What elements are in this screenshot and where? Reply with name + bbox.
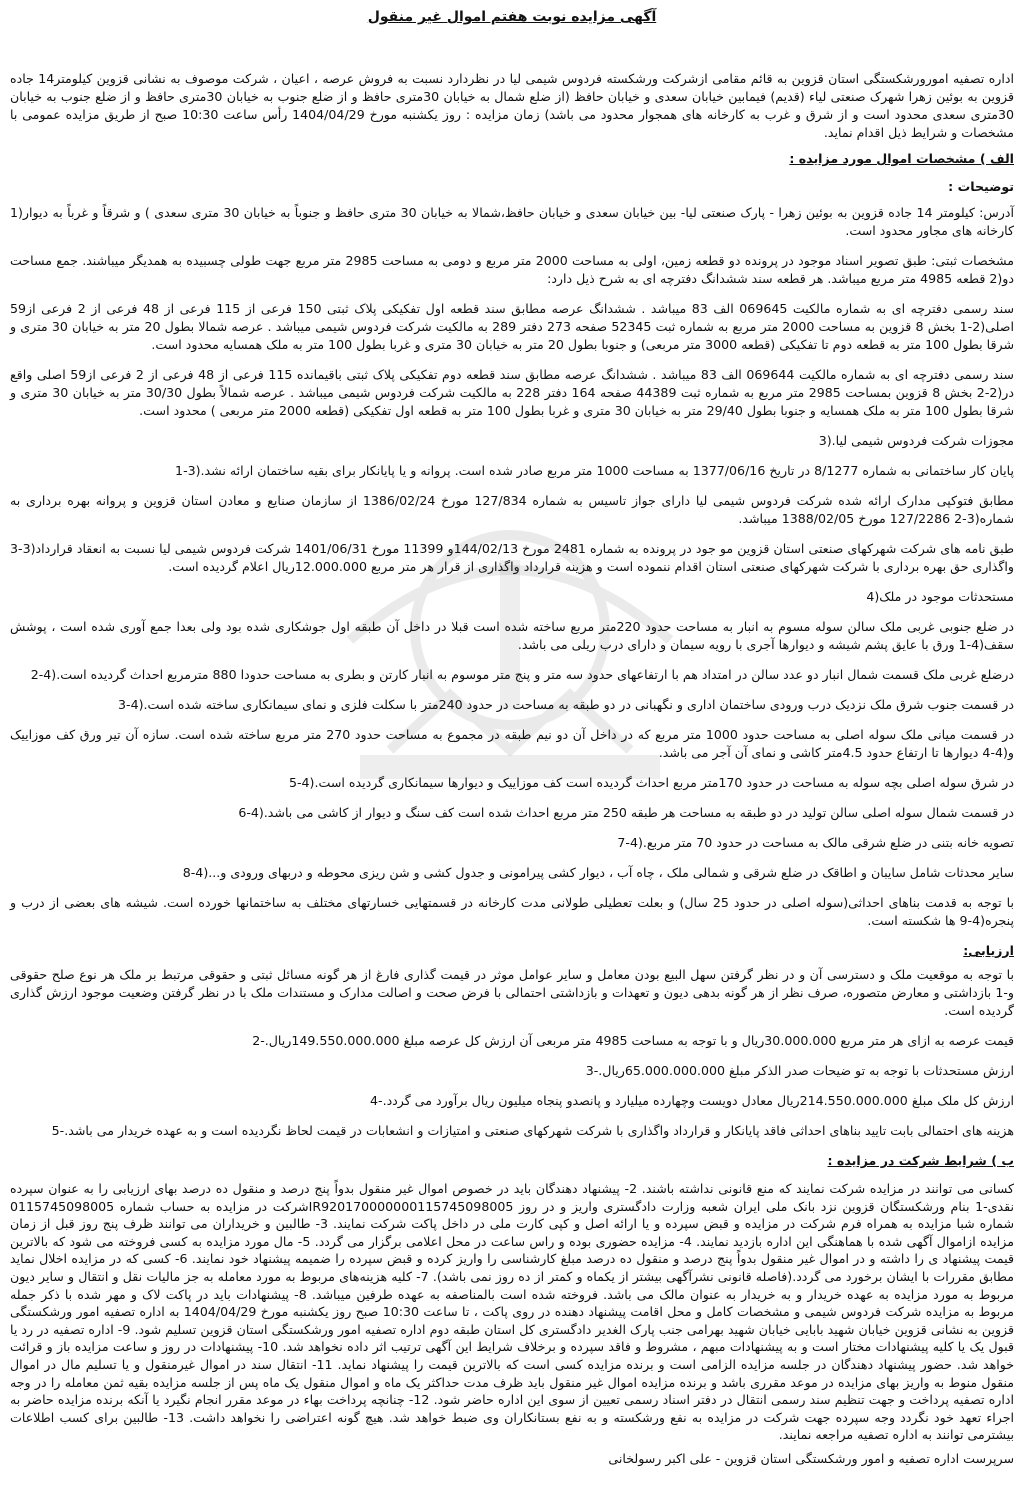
section-a-title: الف ) مشخصات اموال مورد مزایده : — [789, 151, 1014, 166]
valuation-2-paragraph: قیمت عرصه به ازای هر متر مربع 30.000.000ریال و با توجه به مساحت 4985 متر مربعی آن ارزش کل عرصه مبلغ 149.550.000.000ریال.-2 — [252, 1033, 1014, 1048]
valuation-4-paragraph: ارزش کل ملک مبلغ 214.550.000.000ریال معادل دویست وچهارده میلیارد و پانصدو پنجاه میلیون ریال برآورد می گردد.-4 — [370, 1093, 1014, 1108]
buildings-heading: مستحدثات موجود در ملک(4 — [866, 589, 1014, 604]
valuation-3-paragraph: ارزش مستحدثات با توجه به تو ضیحات صدر الذکر مبلغ 65.000.000.000ریال.-3 — [585, 1063, 1014, 1078]
building-4-8-paragraph: سایر محدثات شامل سایبان و اطاقک در ضلع شرقی و شمالی ملک ، چاه آب ، دیوار کشی پیرامونی و جدول کشی و شن ریزی محوطه و دربهای ورودی و...(4-8 — [182, 865, 1014, 880]
deed-1-paragraph: سند رسمی دفترچه ای به شماره مالکیت 069645 الف 83 میباشد . ششدانگ عرصه مطابق سند قطعه اول تفکیکی پلاک ثبتی 150 فرعی از 115 فرعی از 48 فرعی از 2 فرعی از59 اصلی(2-1 بخش 8 قزوین به مساحت 2000 متر مربع به شماره ثبت 52345 صفحه 273 دفتر 289 به مالکیت شرکت فردوس شیمی میباشد . عرصه شمالا بطول 20 متر به خیابان 30 متری و شرقا بطول 100 متر به قطعه دوم تا تفکیکی (قطعه 3000 متر مربعی) و جنوبا بطول 20 متر به خیابان 30 متری و غربا بطول 100 متر به ملک همسایه محدود است. — [10, 301, 1015, 352]
permit-3-1-paragraph: پایان کار ساختمانی به شماره 8/1277 در تاریخ 1377/06/16 به مساحت 1000 متر مربع صادر شده است. پروانه و یا پایانکار برای بقیه ساختمان ارائه نشد.(3-1 — [175, 463, 1014, 478]
signature-line: سرپرست اداره تصفیه و امور ورشکستگی استان قزوین - علی اکبر رسولخانی — [608, 1450, 1014, 1466]
notice-title: آگهی مزایده نوبت هفتم اموال غیر منقول — [367, 9, 657, 25]
permit-3-3-paragraph: طبق نامه های شرکت شهرکهای صنعتی استان قزوین مو جود در پرونده به شماره 2481 مورخ 144/02/13و 11399 مورخ 1401/06/31 شرکت فردوس شیمی لیا نسبت به انعقاد قرارداد(3-3 واگذاری حق بهره برداری با شرکت شهرکهای صنعتی استان اقدام ننموده است و هزینه قرارداد واگذاری از قرار هر متر مربع 12.000.000ریال اعلام گردیده است. — [10, 541, 1014, 574]
valuation-title: ارزیابی: — [963, 943, 1014, 958]
valuation-1-paragraph: با توجه به موقعیت ملک و دسترسی آن و در نظر گرفتن سهل البیع بودن معامل و سایر عوامل موثر در قیمت گذاری فارغ از هر گونه مسائل ثبتی و حقوقی مرتبط بر ملک هر نوع صلح حقوقی و-1 بازداشتی و معارض متصوره، صرف نظر از هر گونه بدهی دیون و تعهدات و بازداشتی احتمالی با فرض صحت و اصالت مدارک و مستندات ملک با در نظر گرفتن وضعیت موجود ارزش گذاری گردیده است. — [10, 967, 1014, 1018]
building-4-6-paragraph: در قسمت شمال سوله اصلی سالن تولید در دو طبقه به مساحت هر طبقه 250 متر مربع احداث شده است کف سنگ و دیوار از کاشی می باشد.(4-6 — [238, 805, 1014, 820]
building-4-5-paragraph: در شرق سوله اصلی بچه سوله به مساحت در حدود 170متر مربع احداث گردیده است کف موزاییک و دیوارها سیمانکاری گردیده است.(4-5 — [288, 775, 1014, 790]
building-4-1-paragraph: در ضلع جنوبی غربی ملک سالن سوله مسوم به انبار به مساحت حدود 220متر مربع ساخته شده است قبلا در داخل آن طبقه اول جوشکاری شده بود ولی بعدا جمع آوری شده است ، پوشش سقف(4-1 ورق با عایق پشم شیشه و دیوارها آجری با رویه سیمان و دارای درب ریلی می باشد. — [10, 619, 1014, 652]
explanations-title: توضیحات : — [948, 179, 1014, 194]
building-4-7-paragraph: تصویه خانه بتنی در ضلع شرقی مالک به مساحت در حدود 70 متر مربع.(4-7 — [617, 835, 1014, 850]
valuation-5-paragraph: هزینه های احتمالی بابت تایید بناهای احداثی فاقد پایانکار و قرارداد واگذاری با شرکت شهرکهای صنعتی و امتیازات و انشعابات در قیمت لحاظ نگردیده است و به عهده خریدار می باشد.-5 — [51, 1123, 1014, 1138]
building-4-4-paragraph: در قسمت میانی ملک سوله اصلی به مساحت حدود 1000 متر مربع که در داخل آن دو نیم طبقه در مجموع به مساحت حدود 270 متر مربع ساخته شده است. سازه آن تیر ورق کف موزاییک و(4-4 دیوارها تا ارتفاع حدود 4.5متر کاشی و نمای آن آجر می باشد. — [10, 727, 1014, 760]
building-4-2-paragraph: درضلع غربی ملک قسمت شمال انبار دو عدد سالن در امتداد هم با ارتفاعهای حدود سه متر و پنج متر موسوم به انبار کارتن و بطری به مساحت حدودا 880 مترمربع احداث گردیده است.(4-2 — [30, 667, 1014, 682]
intro-paragraph: اداره تصفیه امورورشکستگی استان قزوین به قائم مقامی ازشرکت ورشکسته فردوس شیمی لیا در نظردارد نسبت به فروش عرصه ، اعیان ، شرکت موصوف به نشانی قزوین کیلومتر14 جاده قزوین به بوئین زهرا شهرک صنعتی لیاء (قدیم) فیمابین خیابان سعدی و خیابان حافظ (از ضلع شمال به خیابان 30متری حافظ و از ضلع جنوب به خیابان 30متری حافظ و از ضلع جنوب به خیابان 30متری سعدی محدود است و از شرق و غرب به کارخانه های همجوار محدود می باشد) زمان مزایده : روز یکشنبه مورخ 1404/04/29 رأس ساعت 10:30 صبح از طریق مزایده عمومی با مشخصات و شرایط ذیل اقدام نماید. — [10, 71, 1015, 140]
address-paragraph: آدرس: کیلومتر 14 جاده قزوین به بوئین زهرا - پارک صنعتی لیا- بین خیابان سعدی و خیابان حافظ،شمالا به خیابان 30 متری حافظ و جنوباً به خیابان 30 متری سعدی ) و شرقاً و غرباً به دیوار(1 کارخانه های مجاور محدود است. — [10, 205, 1014, 238]
building-4-3-paragraph: در قسمت جنوب شرق ملک نزدیک درب ورودی ساختمان اداری و نگهبانی در دو طبقه به مساحت در حدود 240متر با سکلت فلزی و نمای سیمانکاری ساخته شده است.(4-3 — [118, 697, 1014, 712]
permits-heading: مجوزات شرکت فردوس شیمی لیا.(3 — [818, 433, 1014, 448]
building-4-9-paragraph: با توجه به قدمت بناهای احداثی(سوله اصلی در حدود 25 سال) و بعلت تعطیلی طولانی مدت کارخانه در قسمتهایی خسارتهای مختلف به ساختمانها خورده است. شیشه های بعضی از درب و پنجره(4-9 ها شکسته است. — [10, 895, 1014, 928]
section-b-title: ب ) شرایط شرکت در مزایده : — [827, 1153, 1014, 1168]
permit-3-2-paragraph: مطابق فتوکپی مدارک ارائه شده شرکت فردوس شیمی لیا دارای جواز تاسیس به شماره 127/834 مورخ 1386/02/24 از سازمان صنایع و معادن استان قزوین و پروانه بهره برداری به شماره(3-2 127/2286 مورخ 1388/02/05 میباشد. — [10, 493, 1014, 526]
registration-paragraph: مشخصات ثبتی: طبق تصویر اسناد موجود در پرونده دو قطعه زمین، اولی به مساحت 2000 متر مربع و دومی به مساحت 2985 متر مربع جهت طولی چسبیده به همدیگر میباشند. جمع مساحت دو(2 قطعه 4985 متر مربع میباشد. هر قطعه سند ششدانگ دفترچه ای به شرح ذیل دارد: — [10, 253, 1014, 286]
deed-2-paragraph: سند رسمی دفترچه ای به شماره مالکیت 069644 الف 83 میباشد . ششدانگ عرصه مطابق سند قطعه دوم تفکیکی پلاک ثبتی باقیمانده 115 فرعی از 48 فرعی از 2 فرعی از59 اصلی واقع در(2-2 بخش 8 قزوین بمساحت 2985 متر مربع به شماره ثبت 44389 صفحه 164 دفتر 228 به مالکیت شرکت فردوس شیمی میباشد . عرصه شمالاً بطول 30/30 متر به خیابان 30 متری و شرقا بطول 100 متر به ملک همسایه و جنوبا بطول 29/40 متر به خیابان 30 متری و غربا بطول 100 متر به قطعه اول تفکیکی (قطعه 2000 متر مربعی ) محدود است. — [10, 367, 1014, 418]
auction-terms-paragraph: کسانی می توانند در مزایده شرکت نمایند که منع قانونی نداشته باشند. 2- پیشنهاد دهندگان باید در خصوص اموال غیر منقول بدواً پنج درصد و منقول ده درصد بهای ارزیابی را به عنوان سپرده نقدی-1 بنام ورشکستگان قزوین نزد بانک ملی ایران شعبه وزارت دادگستری واریز و در روز IR920170000000115745098005شرکت در مزایده به حساب شماره 0115745098005 شماره شبا مزایده به همراه فرم شرکت در مزایده و قبض سپرده و یا ارائه اصل و کپی کارت ملی در داخل پاکت شرکت نمایند. 3- طالبین و خریداران می توانند ظرف پنج روز قبل از زمان مزایده ازاموال آگهی شده با هماهنگی این اداره بازدید نمایند. 4- مزایده حضوری بوده و راس ساعت در محل اعلامی برگزار می گردد. 5- مال مورد مزایده به کسی فروخته می شود که بالاترین قیمت پیشنهاد ی را داشته و در اموال غیر منقول بدواً پنج درصد و منقول ده درصد مبلغ کارشناسی را واریز کرده و قبض سپرده را ضمیمه پیشنهاد خود نمایند. 6- کسی که در مزایده اخلال نماید مطابق مقررات با ایشان برخورد می گردد.(فاصله قانونی نشرآگهی بیشتر از یکماه و کمتر از ده روز نمی باشد). 7- کلیه هزینه‌های مربوط به مورد معامله به جز مالیات نقل و انتقال و سایر دیون مربوط به مورد مزایده به عهده خریدار و به خریدار به عنوان مالک می باشد. فروخته شده است بالمناصفه به عهده طرفین میباشد. 8- پیشنهادات باید در پاکت لاک و مهر شده با ذکر جمله مربوط به مزایده شرکت فردوس شیمی و مشخصات کامل و محل اقامت پیشنهاد دهنده در روی پاکت ، تا ساعت 10:30 صبح روز یکشنبه مورخ 1404/04/29 به اداره تصفیه امور ورشکستگی قزوین به نشانی قزوین خیابان شهید بابایی خیابان شهید بهرامی جنب پارک الغدیر دادگستری کل استان طبقه دوم اداره تصفیه امور ورشکستگی استان قزوین تسلیم شود. 9- اداره تصفیه در رد یا قبول یک یا کلیه پیشنهادات مختار است و به پیشنهادات مبهم ، مشروط و فاقد سپرده و برخلاف شرایط این آگهی ترتیب اثر داده نخواهد شد. 10- پیشنهادات در روز و ساعت مزایده باز و قرائت خواهد شد. حضور پیشنهاد دهندگان در جلسه مزایده الزامی است و برنده مزایده کسی است که بالاترین قیمت را پیشنهاد نماید. 11- انتقال سند در اموال غیرمنقول و یا تسلیم مال در اموال منقول منوط به واریز بهای مزایده در موعد مقرری باشد و برنده مزایده اموال غیر منقول باید ظرف مدت حداکثر یک ماه و اموال منقول یک ماه پس از جلسه مزایده بقیه ثمن معامله را در وجه اداره تصفیه پرداخت و جهت تنظیم سند رسمی انتقال در دفتر اسناد رسمی تعیین از سوی این اداره حاضر شود. 12- چنانچه پرداخت بهاء در موعد مقرر انجام نگیرد یا آنکه برنده مزایده حاضر به اجراء تعهد خود نگردد وجه سپرده جهت شرکت در مزایده به نفع ورشکسته و به نفع بستانکاران وی ضبط خواهد شد. هیچ گونه اعتراضی را نخواهد داشت. 13- طالبین برای کسب اطلاعات بیشترمی توانند به اداره تصفیه مراجعه نمایند. — [10, 1181, 1015, 1443]
